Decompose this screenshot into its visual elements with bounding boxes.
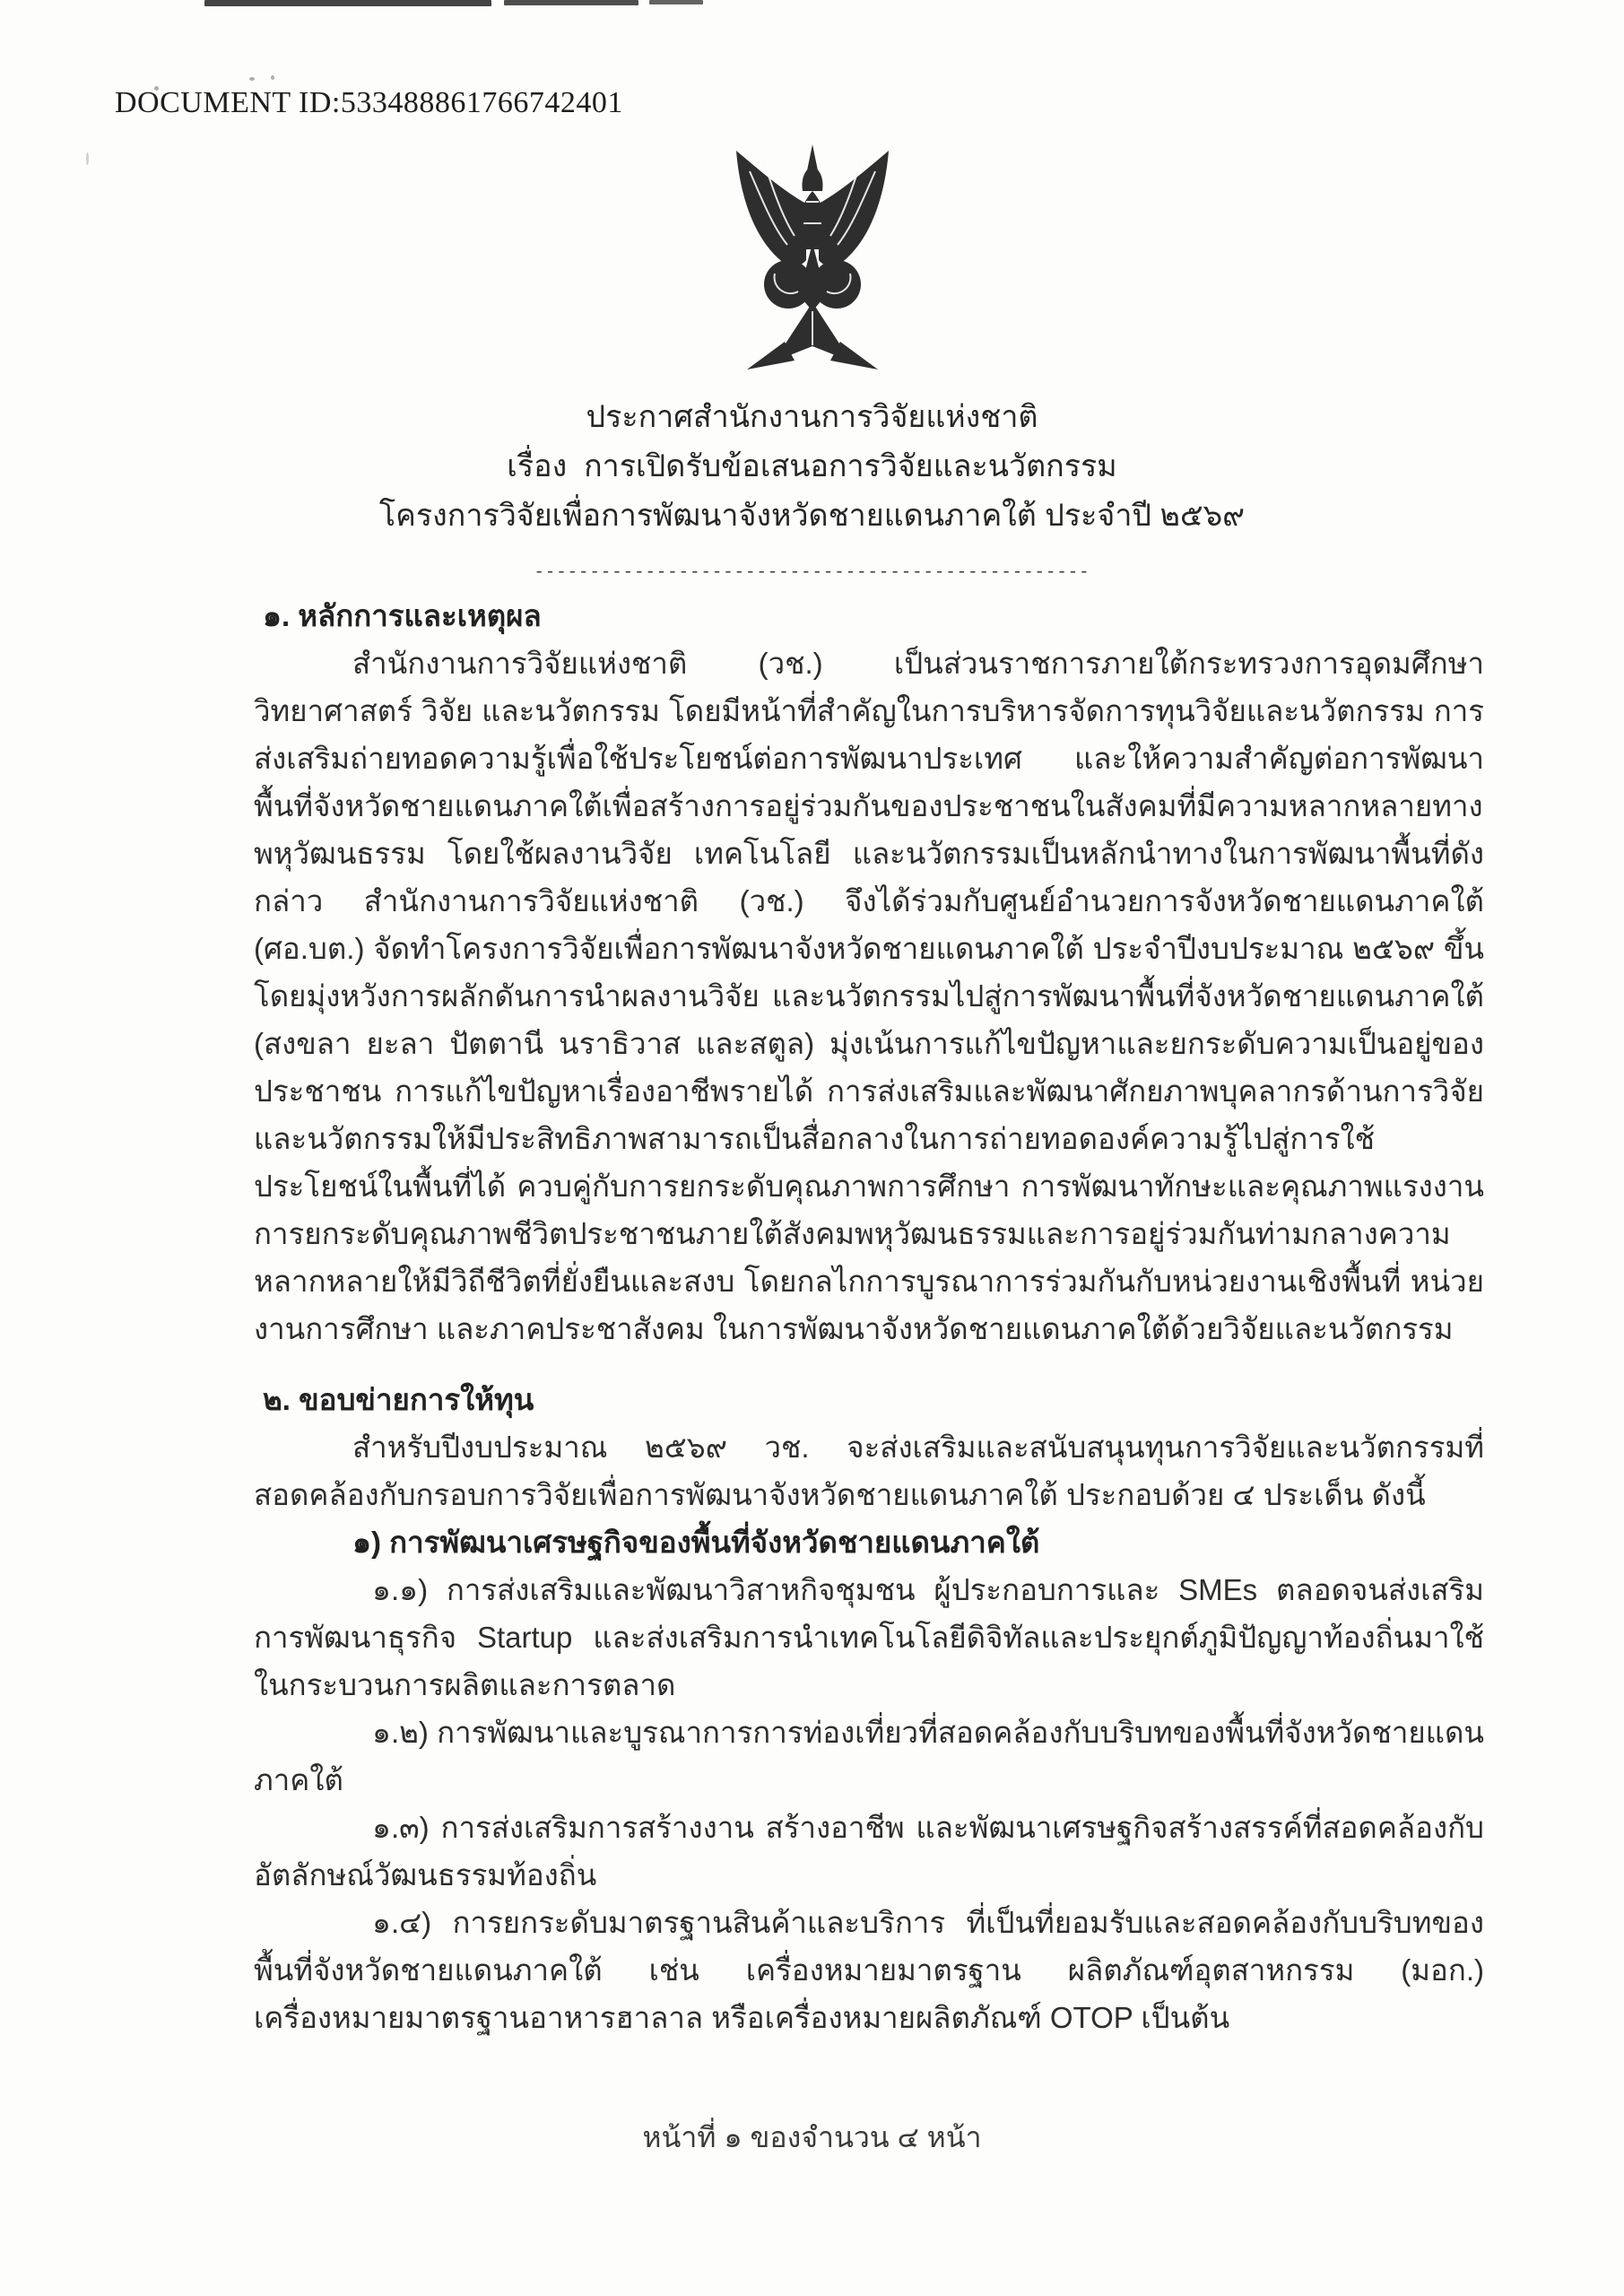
topic-1-item-4: ๑.๔) การยกระดับมาตรฐานสินค้าและบริการ ที่เป็นที่ยอมรับและสอดคล้องกับบริบทของพื้นที่จังหวัดชายแดนภาคใต้ เช่น เครื่องหมายมาตรฐาน ผลิตภัณฑ์อุตสาหกรรม (มอก.) เครื่องหมายมาตรฐานอาหารฮาลาล หรือเครื่องหมายผลิตภัณฑ์ OTOP เป็นต้น [254,1906,1484,2034]
scan-artifact [204,0,491,6]
garuda-emblem-icon [723,142,902,377]
page-number-footer: หน้าที่ ๑ ของจำนวน ๔ หน้า [642,2121,982,2153]
section-1-paragraph: สำนักงานการวิจัยแห่งชาติ (วช.) เป็นส่วนราชการภายใต้กระทรวงการอุดมศึกษา วิทยาศาสตร์ วิจัย และนวัตกรรม โดยมีหน้าที่สำคัญในการบริหารจัดการทุนวิจัยและนวัตกรรม การส่งเสริมถ่ายทอดความรู้เพื่อใช้ประโยชน์ต่อการพัฒนาประเทศ และให้ความสำคัญต่อการพัฒนาพื้นที่จังหวัดชายแดนภาคใต้เพื่อสร้างการอยู่ร่วมกันของประชาชนในสังคมที่มีความหลากหลายทางพหุวัฒนธรรม โดยใช้ผลงานวิจัย เทคโนโลยี และนวัตกรรมเป็นหลักนำทางในการพัฒนาพื้นที่ดังกล่าว สำนักงานการวิจัยแห่งชาติ (วช.) จึงได้ร่วมกับศูนย์อำนวยการจังหวัดชายแดนภาคใต้ (ศอ.บต.) จัดทำโครงการวิจัยเพื่อการพัฒนาจังหวัดชายแดนภาคใต้ ประจำปีงบประมาณ ๒๕๖๙ ขึ้น โดยมุ่งหวังการผลักดันการนำผลงานวิจัย และนวัตกรรมไปสู่การพัฒนาพื้นที่จังหวัดชายแดนภาคใต้ (สงขลา ยะลา ปัตตานี นราธิวาส และสตูล) มุ่งเน้นการแก้ไขปัญหาและยกระดับความเป็นอยู่ของประชาชน การแก้ไขปัญหาเรื่องอาชีพรายได้ การส่งเสริมและพัฒนาศักยภาพบุคลากรด้านการวิจัยและนวัตกรรมให้มีประสิทธิภาพสามารถเป็นสื่อกลางในการถ่ายทอดองค์ความรู้ไปสู่การใช้ประโยชน์ในพื้นที่ได้ ควบคู่กับการยกระดับคุณภาพการศึกษา การพัฒนาทักษะและคุณภาพแรงงาน การยกระดับคุณภาพชีวิตประชาชนภายใต้สังคมพหุวัฒนธรรมและการอยู่ร่วมกันท่ามกลางความหลากหลายให้มีวิถีชีวิตที่ยั่งยืนและสงบ โดยกลไกการบูรณาการร่วมกันกับหน่วยงานเชิงพื้นที่ หน่วยงานการศึกษา และภาคประชาสังคม ในการพัฒนาจังหวัดชายแดนภาคใต้ด้วยวิจัยและนวัตกรรม [254,647,1484,1345]
topic-1-heading: ๑) การพัฒนาเศรษฐกิจของพื้นที่จังหวัดชายแดนภาคใต้ [352,1526,1040,1559]
title-divider: -------------------------------------------------- [534,562,1090,582]
scan-speck [271,75,274,80]
document-body [254,592,1484,2041]
topic-1-item-2: ๑.๒) การพัฒนาและบูรณาการการท่องเที่ยวที่สอดคล้องกับบริบทของพื้นที่จังหวัดชายแดนภาคใต้ [254,1716,1484,1796]
section-1-heading: ๑. หลักการและเหตุผล [263,599,542,632]
announcement-title-block [0,393,1624,597]
scan-speck [249,77,255,81]
title-line-1: ประกาศสำนักงานการวิจัยแห่งชาติ [586,400,1038,434]
topic-1-item-1: ๑.๑) การส่งเสริมและพัฒนาวิสาหกิจชุมชน ผู้ประกอบการและ SMEs ตลอดจนส่งเสริมการพัฒนาธุรกิจ Startup และส่งเสริมการนำเทคโนโลยีดิจิทัลและประยุกต์ภูมิปัญญาท้องถิ่นมาใช้ในกระบวนการผลิตและการตลาด [254,1573,1484,1701]
title-line-2: เรื่อง การเปิดรับข้อเสนอการวิจัยและนวัตกรรม [507,449,1117,483]
section-2-heading: ๒. ขอบข่ายการให้ทุน [263,1383,534,1416]
scan-artifact [649,0,703,4]
scan-speck [86,152,89,165]
topic-1-item-3: ๑.๓) การส่งเสริมการสร้างงาน สร้างอาชีพ และพัฒนาเศรษฐกิจสร้างสรรค์ที่สอดคล้องกับอัตลักษณ์วัฒนธรรมท้องถิ่น [254,1811,1484,1892]
section-2-intro: สำหรับปีงบประมาณ ๒๕๖๙ วช. จะส่งเสริมและสนับสนุนทุนการวิจัยและนวัตกรรมที่สอดคล้องกับกรอบการวิจัยเพื่อการพัฒนาจังหวัดชายแดนภาคใต้ ประกอบด้วย ๔ ประเด็น ดังนี้ [254,1431,1484,1511]
document-id: DOCUMENT ID:533488861766742401 [115,86,623,119]
title-line-3: โครงการวิจัยเพื่อการพัฒนาจังหวัดชายแดนภาคใต้ ประจำปี ๒๕๖๙ [378,499,1246,533]
scan-artifact [504,0,638,5]
